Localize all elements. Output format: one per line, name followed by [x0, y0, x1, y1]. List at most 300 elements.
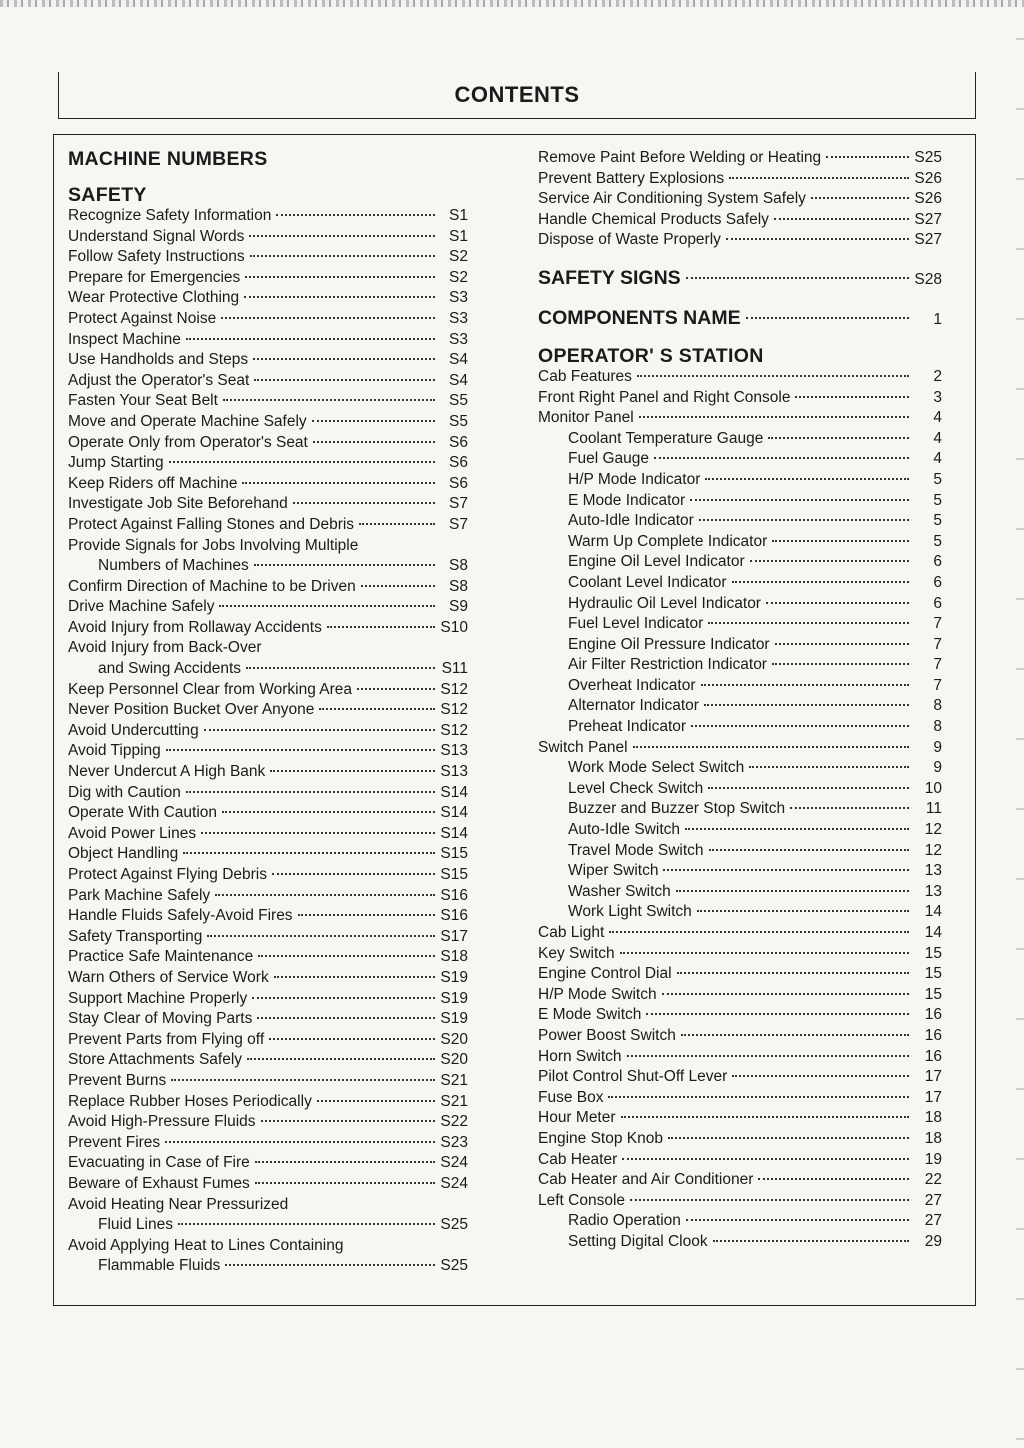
toc-entry-page: 16	[924, 1026, 942, 1044]
toc-entry[interactable]	[68, 700, 468, 721]
toc-entry-page: S28	[914, 270, 942, 288]
leader-dots	[254, 564, 435, 566]
toc-entry-text: Front Right Panel and Right Console	[538, 388, 791, 406]
toc-entry[interactable]	[68, 989, 468, 1010]
toc-entry-page: 12	[924, 821, 942, 839]
toc-entry[interactable]	[68, 1092, 468, 1113]
toc-entry-text: Adjust the Operator's Seat	[68, 371, 250, 389]
toc-entry[interactable]	[538, 230, 942, 251]
toc-entry-text: Protect Against Falling Stones and Debris	[68, 515, 355, 533]
leader-dots	[257, 1017, 435, 1019]
toc-entry-page: 27	[924, 1212, 942, 1230]
toc-entry-text: Overheat Indicator	[568, 676, 696, 694]
toc-entry-text: Air Filter Restriction Indicator	[568, 656, 767, 674]
toc-entry-page: S8	[449, 557, 468, 575]
toc-entry-components-name[interactable]	[538, 305, 942, 331]
toc-entry-text: Safety Transporting	[68, 927, 203, 945]
left-column	[68, 148, 468, 1277]
toc-entry[interactable]	[538, 1191, 942, 1212]
toc-entry[interactable]	[68, 741, 468, 762]
toc-entry[interactable]	[68, 844, 468, 865]
toc-entry[interactable]	[538, 1026, 942, 1047]
toc-entry[interactable]	[538, 1067, 942, 1088]
toc-entry[interactable]	[68, 371, 468, 392]
toc-entry[interactable]	[68, 1153, 468, 1174]
leader-dots	[269, 1038, 435, 1040]
toc-entry[interactable]	[538, 841, 942, 862]
toc-entry-page: 7	[933, 615, 942, 633]
toc-entry[interactable]	[538, 1088, 942, 1109]
leader-dots	[272, 873, 435, 875]
leader-dots	[258, 955, 435, 957]
toc-entry-page: 16	[924, 1006, 942, 1024]
toc-entry-page: 15	[924, 985, 942, 1003]
toc-entry-page: S4	[449, 371, 468, 389]
toc-entry[interactable]	[538, 758, 942, 779]
toc-entry-page: S17	[440, 927, 468, 945]
toc-entry-page: S11	[441, 660, 468, 678]
toc-entry[interactable]	[538, 717, 942, 738]
toc-entry-page: 14	[924, 903, 942, 921]
scan-edge-right	[1016, 0, 1024, 1448]
toc-entry-text: H/P Mode Indicator	[568, 470, 701, 488]
toc-entry-page: S1	[449, 227, 468, 245]
toc-entry[interactable]	[68, 597, 468, 618]
leader-dots	[204, 729, 435, 731]
toc-entry[interactable]	[68, 1215, 468, 1236]
leader-dots	[620, 952, 909, 954]
toc-entry[interactable]	[538, 449, 942, 470]
toc-entry-text: Store Attachments Safely	[68, 1051, 243, 1069]
leader-dots	[252, 997, 435, 999]
leader-dots	[327, 626, 435, 628]
toc-entry-page: 16	[924, 1047, 942, 1065]
leader-dots	[242, 482, 435, 484]
toc-entry[interactable]	[68, 1112, 468, 1133]
toc-entry-page: 5	[933, 491, 942, 509]
toc-entry-text: Travel Mode Switch	[568, 841, 704, 859]
toc-entry-page: 6	[933, 594, 942, 612]
toc-entry[interactable]	[68, 577, 468, 598]
leader-dots	[662, 993, 909, 995]
leader-dots	[699, 519, 909, 521]
leader-dots	[826, 156, 909, 158]
toc-entry-text: Avoid High-Pressure Fluids	[68, 1113, 256, 1131]
toc-entry[interactable]	[68, 968, 468, 989]
toc-entry[interactable]	[68, 536, 468, 557]
leader-dots	[254, 379, 435, 381]
toc-entry-text: Work Mode Select Switch	[568, 759, 745, 777]
toc-entry-page: S12	[440, 701, 468, 719]
toc-entry-page: S27	[914, 231, 942, 249]
toc-entry-page: S2	[449, 268, 468, 286]
toc-entry-text: Avoid Injury from Rollaway Accidents	[68, 618, 322, 636]
leader-dots	[713, 1240, 909, 1242]
toc-entry-page: S3	[449, 309, 468, 327]
toc-entry-page: S6	[449, 474, 468, 492]
toc-entry-text: Hour Meter	[538, 1109, 616, 1127]
leader-dots	[663, 869, 909, 871]
toc-entry-text: Avoid Undercutting	[68, 721, 199, 739]
toc-entry-text: Avoid Injury from Back-Over	[68, 639, 262, 657]
toc-entry[interactable]	[538, 635, 942, 656]
toc-entry[interactable]	[68, 391, 468, 412]
toc-entry-text: Investigate Job Site Beforehand	[68, 495, 288, 513]
toc-entry[interactable]	[68, 762, 468, 783]
toc-entry[interactable]	[68, 680, 468, 701]
toc-entry-page: S9	[449, 598, 468, 616]
toc-entry-page: S12	[440, 721, 468, 739]
toc-entry[interactable]	[538, 470, 942, 491]
toc-entry[interactable]	[68, 659, 468, 680]
leader-dots	[633, 746, 909, 748]
leader-dots	[274, 976, 435, 978]
toc-entry-text: Pilot Control Shut-Off Lever	[538, 1068, 728, 1086]
toc-entry-text: Service Air Conditioning System Safely	[538, 190, 806, 208]
toc-entry-page: S26	[914, 190, 942, 208]
toc-entry-page: 4	[933, 409, 942, 427]
toc-entry-text: Engine Stop Knob	[538, 1129, 663, 1147]
toc-entry-text: Evacuating in Case of Fire	[68, 1154, 250, 1172]
toc-entry-text: Prepare for Emergencies	[68, 268, 241, 286]
toc-entry-text: Support Machine Properly	[68, 989, 248, 1007]
leader-dots	[768, 437, 909, 439]
toc-entry-text: Beware of Exhaust Fumes	[68, 1174, 250, 1192]
leader-dots	[207, 935, 435, 937]
toc-entry[interactable]	[538, 552, 942, 573]
toc-entry-text: Prevent Battery Explosions	[538, 169, 725, 187]
toc-entry[interactable]	[538, 882, 942, 903]
toc-entry[interactable]	[68, 1050, 468, 1071]
leader-dots	[795, 396, 909, 398]
leader-dots	[622, 1158, 909, 1160]
toc-entry[interactable]	[68, 947, 468, 968]
toc-entry-text: SAFETY SIGNS	[538, 266, 681, 289]
toc-entry[interactable]	[68, 824, 468, 845]
leader-dots	[169, 461, 435, 463]
toc-entry-text: Operate Only from Operator's Seat	[68, 433, 308, 451]
toc-entry[interactable]	[538, 1047, 942, 1068]
toc-entry-text: Fuse Box	[538, 1088, 604, 1106]
toc-entry[interactable]	[68, 515, 468, 536]
toc-entry-page: S13	[440, 763, 468, 781]
toc-entry-text: Recognize Safety Information	[68, 207, 272, 224]
toc-entry[interactable]	[538, 408, 942, 429]
toc-entry-page: 5	[933, 532, 942, 550]
leader-dots	[758, 1178, 909, 1180]
leader-dots	[219, 605, 435, 607]
leader-dots	[359, 523, 435, 525]
toc-entry[interactable]	[538, 799, 942, 820]
leader-dots	[298, 914, 435, 916]
toc-entry-page: S14	[440, 783, 468, 801]
toc-entry[interactable]	[538, 169, 942, 190]
leader-dots	[749, 766, 909, 768]
leader-dots	[247, 1058, 435, 1060]
toc-entry-text: Follow Safety Instructions	[68, 248, 245, 266]
toc-entry[interactable]	[538, 1005, 942, 1026]
leader-dots	[772, 663, 909, 665]
toc-entry[interactable]	[68, 1195, 468, 1216]
leader-dots	[361, 585, 435, 587]
toc-entry[interactable]	[68, 247, 468, 268]
toc-entry-text: Switch Panel	[538, 738, 628, 756]
toc-entry[interactable]	[538, 1150, 942, 1171]
toc-entry-text: Avoid Heating Near Pressurized	[68, 1195, 289, 1213]
toc-entry[interactable]	[68, 1071, 468, 1092]
toc-entry-text: Buzzer and Buzzer Stop Switch	[568, 800, 786, 818]
toc-entry-text: Practice Safe Maintenance	[68, 948, 254, 966]
toc-entry[interactable]	[68, 1236, 468, 1257]
toc-entry[interactable]	[538, 861, 942, 882]
leader-dots	[705, 478, 909, 480]
toc-entry-text: Alternator Indicator	[568, 697, 699, 715]
toc-entry-page: 29	[924, 1232, 942, 1250]
toc-entry[interactable]	[538, 1232, 942, 1253]
leader-dots	[255, 1161, 435, 1163]
toc-entry[interactable]	[538, 491, 942, 512]
toc-entry-text: Prevent Parts from Flying off	[68, 1030, 265, 1048]
toc-entry-text: Cab Features	[538, 367, 632, 385]
toc-entry-page: S7	[449, 515, 468, 533]
toc-entry-text: Cab Heater	[538, 1150, 618, 1168]
toc-entry-text: Prevent Fires	[68, 1133, 161, 1151]
safety-entry-list	[68, 206, 468, 1277]
toc-entry[interactable]	[538, 738, 942, 759]
toc-entry[interactable]	[68, 288, 468, 309]
toc-entry-text: Avoid Applying Heat to Lines Containing	[68, 1236, 344, 1254]
toc-entry-page: S21	[440, 1092, 468, 1110]
toc-entry-text: Fuel Level Indicator	[568, 615, 704, 633]
toc-entry-page: 7	[933, 656, 942, 674]
toc-entry-text: Coolant Temperature Gauge	[568, 429, 764, 447]
toc-entry-page: S21	[440, 1071, 468, 1089]
toc-entry-page: 13	[924, 882, 942, 900]
toc-entry-page: 8	[933, 718, 942, 736]
toc-entry-text: Fluid Lines	[98, 1216, 173, 1234]
toc-entry-page: 18	[924, 1109, 942, 1127]
leader-dots	[609, 931, 909, 933]
toc-entry[interactable]	[68, 1256, 468, 1277]
section-heading-operators-station: OPERATOR' S STATION	[538, 344, 764, 367]
toc-entry-page: S12	[440, 680, 468, 698]
toc-entry-page: S4	[449, 351, 468, 369]
toc-entry-page: S18	[440, 948, 468, 966]
leader-dots	[357, 688, 435, 690]
toc-entry-page: S22	[440, 1113, 468, 1131]
toc-entry[interactable]	[68, 494, 468, 515]
toc-entry[interactable]	[68, 206, 468, 227]
leader-dots	[165, 1141, 435, 1143]
toc-entry[interactable]	[538, 696, 942, 717]
toc-entry-page: 9	[933, 738, 942, 756]
toc-entry[interactable]	[68, 865, 468, 886]
toc-entry[interactable]	[538, 676, 942, 697]
toc-entry[interactable]	[68, 721, 468, 742]
toc-entry-page: 27	[924, 1191, 942, 1209]
toc-entry[interactable]	[68, 783, 468, 804]
toc-entry[interactable]	[538, 1170, 942, 1191]
toc-entry-page: 3	[933, 388, 942, 406]
toc-entry-text: Keep Personnel Clear from Working Area	[68, 680, 353, 698]
toc-entry[interactable]	[538, 985, 942, 1006]
leader-dots	[726, 238, 909, 240]
toc-entry[interactable]	[538, 388, 942, 409]
toc-entry[interactable]	[538, 573, 942, 594]
toc-entry-text: Protect Against Flying Debris	[68, 866, 268, 883]
toc-entry[interactable]	[538, 964, 942, 985]
toc-entry-text: Inspect Machine	[68, 330, 181, 348]
toc-entry[interactable]	[538, 655, 942, 676]
toc-entry-page: 9	[933, 759, 942, 777]
leader-dots	[686, 277, 909, 279]
toc-entry-page: 15	[924, 944, 942, 962]
toc-entry-page: 4	[933, 450, 942, 468]
leader-dots	[270, 770, 435, 772]
leader-dots	[709, 849, 909, 851]
toc-entry[interactable]	[68, 927, 468, 948]
toc-entry-text: Handle Chemical Products Safely	[538, 210, 769, 228]
toc-entry[interactable]	[538, 779, 942, 800]
toc-entry[interactable]	[538, 189, 942, 210]
toc-entry-page: S14	[440, 824, 468, 842]
leader-dots	[746, 317, 909, 319]
leader-dots	[261, 1120, 435, 1122]
toc-entry-text: Dispose of Waste Properly	[538, 231, 721, 249]
toc-entry-page: 7	[933, 635, 942, 653]
toc-entry-text: Understand Signal Words	[68, 227, 245, 245]
toc-entry-text: Move and Operate Machine Safely	[68, 412, 307, 430]
leader-dots	[215, 894, 435, 896]
toc-entry[interactable]	[538, 614, 942, 635]
toc-entry-text: Engine Control Dial	[538, 965, 672, 983]
toc-entry-text: Drive Machine Safely	[68, 598, 215, 616]
toc-entry-text: Provide Signals for Jobs Involving Multiple	[68, 536, 359, 554]
leader-dots	[811, 197, 909, 199]
toc-entry[interactable]	[68, 268, 468, 289]
toc-entry-page: S3	[449, 289, 468, 307]
leader-dots	[319, 708, 435, 710]
toc-entry-text: Setting Digital Clook	[568, 1232, 708, 1250]
toc-entry[interactable]	[68, 453, 468, 474]
right-column	[538, 148, 942, 1253]
toc-entry-page: 6	[933, 573, 942, 591]
leader-dots	[201, 832, 435, 834]
toc-entry-page: 5	[933, 470, 942, 488]
toc-entry-text: Use Handholds and Steps	[68, 351, 249, 369]
toc-entry-page: S13	[440, 742, 468, 760]
operator-station-entry-list	[538, 367, 942, 1253]
toc-entry[interactable]	[538, 511, 942, 532]
toc-entry-text: Fasten Your Seat Belt	[68, 392, 218, 410]
toc-entry[interactable]	[68, 309, 468, 330]
toc-entry-page: S15	[440, 866, 468, 883]
toc-entry-safety-signs[interactable]	[538, 265, 942, 291]
leader-dots	[221, 317, 435, 319]
safety-entry-list-continued	[538, 148, 942, 251]
toc-entry-text: E Mode Switch	[538, 1006, 642, 1024]
toc-entry[interactable]	[538, 532, 942, 553]
toc-entry[interactable]	[538, 594, 942, 615]
leader-dots	[245, 276, 435, 278]
leader-dots	[639, 416, 909, 418]
toc-entry[interactable]	[538, 210, 942, 231]
toc-entry-page: 17	[924, 1088, 942, 1106]
toc-entry[interactable]	[68, 906, 468, 927]
toc-entry[interactable]	[538, 1129, 942, 1150]
toc-entry[interactable]	[68, 618, 468, 639]
toc-entry-text: Jump Starting	[68, 454, 164, 472]
leader-dots	[774, 218, 909, 220]
leader-dots	[681, 1034, 909, 1036]
toc-entry[interactable]	[68, 227, 468, 248]
leader-dots	[630, 1199, 909, 1201]
toc-entry[interactable]	[538, 1108, 942, 1129]
toc-entry-page: 14	[924, 924, 942, 941]
toc-entry[interactable]	[68, 556, 468, 577]
toc-entry-text: H/P Mode Switch	[538, 985, 657, 1003]
toc-entry-text: Wear Protective Clothing	[68, 289, 240, 307]
toc-entry-text: Engine Oil Level Indicator	[568, 553, 745, 571]
leader-dots	[253, 358, 435, 360]
toc-entry[interactable]	[68, 1030, 468, 1051]
toc-entry[interactable]	[68, 1009, 468, 1030]
toc-entry[interactable]	[68, 330, 468, 351]
toc-entry-text: Left Console	[538, 1191, 626, 1209]
toc-entry-page: 2	[933, 367, 942, 385]
toc-entry[interactable]	[538, 429, 942, 450]
toc-entry[interactable]	[538, 1211, 942, 1232]
toc-entry-text: Preheat Indicator	[568, 718, 687, 736]
toc-entry-text: Operate With Caution	[68, 804, 218, 822]
toc-entry[interactable]	[538, 148, 942, 169]
toc-entry[interactable]	[68, 1133, 468, 1154]
toc-entry-page: 12	[924, 841, 942, 859]
toc-entry-page: 1	[933, 310, 942, 328]
toc-entry[interactable]	[538, 902, 942, 923]
leader-dots	[790, 807, 909, 809]
toc-entry[interactable]	[538, 367, 942, 388]
toc-entry-page: S16	[440, 907, 468, 925]
toc-entry[interactable]	[538, 820, 942, 841]
toc-entry-text: Washer Switch	[568, 882, 671, 900]
leader-dots	[223, 399, 435, 401]
toc-entry[interactable]	[68, 474, 468, 495]
leader-dots	[183, 852, 435, 854]
toc-entry-text: Auto-Idle Switch	[568, 821, 680, 839]
toc-entry[interactable]	[68, 1174, 468, 1195]
toc-entry[interactable]	[68, 638, 468, 659]
toc-entry-text: Key Switch	[538, 944, 615, 962]
leader-dots	[225, 1264, 435, 1266]
toc-entry[interactable]	[538, 944, 942, 965]
leader-dots	[186, 338, 435, 340]
toc-entry-page: S7	[449, 495, 468, 513]
toc-entry[interactable]	[68, 433, 468, 454]
leader-dots	[621, 1116, 909, 1118]
toc-entry-text: Replace Rubber Hoses Periodically	[68, 1092, 312, 1110]
toc-entry[interactable]	[538, 923, 942, 944]
toc-entry-text: Remove Paint Before Welding or Heating	[538, 149, 822, 166]
toc-entry-text: Avoid Tipping	[68, 742, 161, 760]
toc-entry[interactable]	[68, 412, 468, 433]
toc-entry[interactable]	[68, 350, 468, 371]
toc-entry-page: S19	[440, 968, 468, 986]
toc-entry-page: S5	[449, 412, 468, 430]
toc-entry[interactable]	[68, 803, 468, 824]
toc-entry-page: 18	[924, 1129, 942, 1147]
toc-entry[interactable]	[68, 886, 468, 907]
